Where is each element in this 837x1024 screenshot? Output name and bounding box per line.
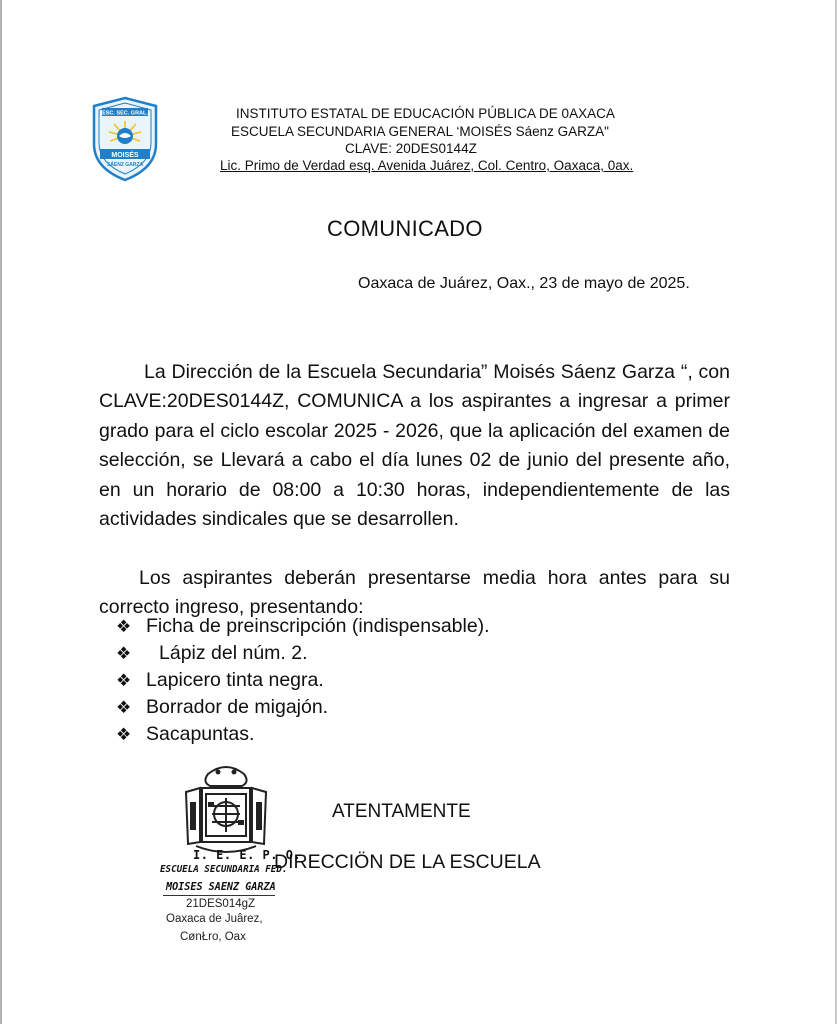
diamond-bullet-icon: ❖: [116, 671, 132, 690]
list-item-text: Lapicero tinta negra.: [146, 669, 324, 691]
coat-of-arms-stamp-icon: [178, 762, 274, 898]
stamp-city-text: Oaxaca de Juârez,: [166, 913, 263, 925]
header-institute: INSTITUTO ESTATAL DE EDUCACIÓN PÚBLICA DE 0AXACA: [236, 106, 615, 121]
stamp-state-text: CønŁro, Oax: [180, 931, 246, 943]
closing-text: ATENTAMENTE: [332, 801, 471, 822]
diamond-bullet-icon: ❖: [116, 644, 132, 663]
svg-text:SÁENZ GARZA: SÁENZ GARZA: [106, 162, 144, 168]
list-item-text: Lápiz del núm. 2.: [159, 642, 308, 664]
requirements-list: [116, 613, 490, 748]
diamond-bullet-icon: ❖: [116, 725, 132, 744]
signature-text: DIRECCIÖN DE LA ESCUELA: [274, 851, 541, 873]
stamp-school-name-text: MOISES SAENZ GARZA: [166, 880, 276, 893]
document-title: COMUNICADO: [327, 216, 483, 241]
svg-text:MOISÉS: MOISÉS: [111, 152, 139, 159]
announcement-paragraph: La Dirección de la Escuela Secundaria” Moisés Sáenz Garza “, con CLAVE:20DES0144Z, COMUNICA a los aspirantes a ingresar a primer grado para el ciclo escolar 2025 - 2026, que la aplicación del examen de selección, se Llevará a cabo el día lunes 02 de junio del presente año, en un horario de 08:00 a 10:30 horas, independientemente de las actividades sindicales que se desarrollen.: [99, 360, 730, 530]
school-shield-logo-icon: [90, 96, 160, 182]
diamond-bullet-icon: ❖: [116, 617, 132, 636]
stamp-org-text: I. E. E. P. O.: [193, 848, 302, 862]
list-item-text: Sacapuntas.: [146, 723, 255, 745]
stamp-divider: [163, 895, 275, 896]
list-item-text: Ficha de preinscripción (indispensable).: [146, 615, 490, 637]
header-address: Lic. Primo de Verdad esq. Avenida Juárez, Col. Centro, Oaxaca, 0ax.: [220, 158, 634, 173]
list-item: [116, 613, 490, 640]
list-item: [116, 640, 490, 667]
instructions-paragraph: Los aspirantes deberán presentarse media hora antes para su correcto ingreso, presentando:: [99, 566, 730, 618]
document-date: Oaxaca de Juárez, Oax., 23 de mayo de 2025.: [358, 275, 690, 292]
list-item-text: Borrador de migajón.: [146, 696, 329, 718]
stamp-school-type-text: ESCUELA SECUNDARIA FED.: [160, 864, 288, 875]
stamp-key-text: 21DES014gZ: [186, 898, 256, 910]
diamond-bullet-icon: ❖: [116, 698, 132, 717]
list-item: [116, 667, 490, 694]
header-school-name: ESCUELA SECUNDARIA GENERAL ‘MOISÉS Sáenz GARZA": [231, 124, 609, 139]
list-item: [116, 694, 490, 721]
svg-text:ESC. SEC. GRAL.: ESC. SEC. GRAL.: [102, 110, 148, 117]
page-left-edge: [0, 0, 2, 1024]
list-item: [116, 721, 490, 748]
header-school-key: CLAVE: 20DES0144Z: [345, 141, 477, 156]
